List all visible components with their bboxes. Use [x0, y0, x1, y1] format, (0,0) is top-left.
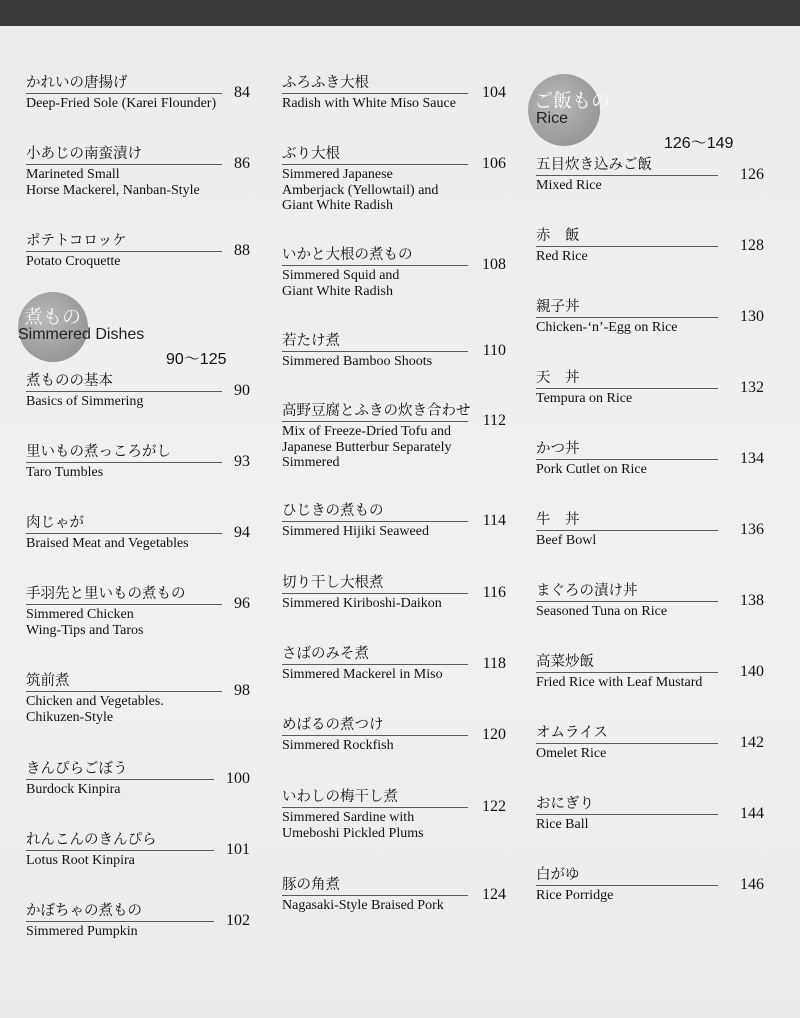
entry-japanese-title: かれいの唐揚げ [26, 75, 128, 91]
entry-english-title [282, 810, 506, 841]
entry-english-line: Simmered Rockfish [282, 738, 394, 753]
entry-page-number: 138 [740, 592, 764, 609]
toc-entry[interactable] [536, 582, 764, 620]
entry-japanese-title: おにぎり [536, 796, 594, 812]
toc-entry[interactable] [536, 653, 764, 691]
leader-rule [536, 317, 718, 318]
toc-entry[interactable] [282, 402, 506, 471]
leader-rule [282, 521, 468, 522]
toc-entry[interactable] [26, 372, 250, 410]
entry-english-line: Japanese Butterbur Separately [282, 439, 452, 455]
entry-english-title [536, 533, 764, 549]
entry-english-title [282, 268, 506, 299]
leader-rule [26, 251, 222, 252]
leader-rule [536, 601, 718, 602]
leader-rule [536, 672, 718, 673]
entry-page-number: 142 [740, 734, 764, 751]
leader-rule [26, 779, 214, 780]
leader-rule [536, 175, 718, 176]
entry-japanese-title: 赤 飯 [536, 228, 580, 244]
entry-english-title [26, 394, 250, 410]
toc-entry[interactable] [536, 440, 764, 478]
toc-entry[interactable] [26, 672, 250, 725]
entry-japanese-title: いかと大根の煮もの [282, 247, 413, 263]
toc-entry[interactable] [26, 232, 250, 270]
entry-english-title [536, 178, 764, 194]
entry-english-title [26, 607, 250, 638]
entry-page-number: 146 [740, 876, 764, 893]
entry-page-number: 126 [740, 166, 764, 183]
entry-english-line: Rice Porridge [536, 888, 614, 903]
leader-rule [282, 421, 468, 422]
entry-english-title [536, 888, 764, 904]
leader-rule [282, 664, 468, 665]
entry-english-line: Simmered Chicken [26, 607, 134, 622]
entry-page-number: 110 [482, 342, 506, 359]
toc-entry[interactable] [536, 511, 764, 549]
entry-english-title [26, 254, 250, 270]
leader-rule [282, 93, 468, 94]
entry-english-line: Simmered Hijiki Seaweed [282, 524, 429, 539]
leader-rule [282, 265, 468, 266]
leader-rule [536, 459, 718, 460]
entry-japanese-title: 高菜炒飯 [536, 654, 594, 670]
entry-english-line: Umeboshi Pickled Plums [282, 825, 424, 841]
leader-rule [26, 691, 222, 692]
leader-rule [26, 921, 214, 922]
entry-english-line: Fried Rice with Leaf Mustard [536, 675, 703, 690]
entry-page-number: 132 [740, 379, 764, 396]
entry-page-number: 90 [234, 382, 250, 399]
entry-page-number: 101 [226, 841, 250, 858]
entry-english-title [536, 391, 764, 407]
entry-page-number: 112 [482, 412, 506, 429]
entry-page-number: 86 [234, 155, 250, 172]
entry-english-line: Omelet Rice [536, 746, 607, 761]
entry-english-line: Simmered Sardine with [282, 810, 415, 825]
entry-page-number: 102 [226, 912, 250, 929]
entry-english-line: Basics of Simmering [26, 394, 144, 409]
leader-rule [536, 814, 718, 815]
entry-japanese-title: ふろふき大根 [282, 75, 369, 91]
entry-page-number: 93 [234, 453, 250, 470]
entry-japanese-title: 肉じゃが [26, 515, 84, 531]
leader-rule [282, 164, 468, 165]
entry-english-title [536, 675, 764, 691]
entry-page-number: 108 [482, 256, 506, 273]
entry-japanese-title: 豚の角煮 [282, 877, 340, 893]
toc-entry[interactable] [282, 74, 506, 112]
entry-japanese-title: 里いもの煮っころがし [26, 444, 171, 460]
entry-page-number: 118 [482, 655, 506, 672]
entry-english-line: Mix of Freeze-Dried Tofu and [282, 424, 452, 439]
entry-english-title [536, 817, 764, 833]
entry-english-line: Pork Cutlet on Rice [536, 462, 647, 477]
toc-entry[interactable] [26, 74, 250, 112]
entry-english-title [282, 424, 506, 471]
leader-rule [282, 351, 468, 352]
leader-rule [536, 388, 718, 389]
entry-english-title [536, 462, 764, 478]
leader-rule [536, 885, 718, 886]
entry-english-line: Braised Meat and Vegetables [26, 536, 189, 551]
entry-english-line: Beef Bowl [536, 533, 597, 548]
entry-english-line: Chicken-‘n’-Egg on Rice [536, 320, 678, 335]
entry-english-title [536, 320, 764, 336]
entry-page-number: 106 [482, 155, 506, 172]
entry-japanese-title: オムライス [536, 725, 608, 741]
entry-page-number: 144 [740, 805, 764, 822]
leader-rule [26, 462, 222, 463]
entry-japanese-title: 小あじの南蛮漬け [26, 146, 142, 162]
entry-english-line: Giant White Radish [282, 283, 393, 299]
toc-entry[interactable] [26, 514, 250, 552]
entry-japanese-title: いわしの梅干し煮 [282, 789, 398, 805]
entry-page-number: 134 [740, 450, 764, 467]
entry-english-line: Radish with White Miso Sauce [282, 96, 456, 111]
toc-entry[interactable] [282, 716, 506, 754]
section-heading-rice [536, 72, 764, 152]
entry-page-number: 104 [482, 84, 506, 101]
leader-rule [26, 93, 222, 94]
entry-page-number: 124 [482, 886, 506, 903]
entry-japanese-title: 手羽先と里いもの煮もの [26, 586, 186, 602]
toc-entry[interactable] [26, 145, 250, 198]
toc-entry[interactable] [282, 788, 506, 841]
toc-entry[interactable] [282, 574, 506, 612]
entry-page-number: 136 [740, 521, 764, 538]
entry-english-line: Simmered Squid and [282, 268, 400, 283]
entry-japanese-title: まぐろの漬け丼 [536, 583, 638, 599]
entry-japanese-title: 高野豆腐とふきの炊き合わせ [282, 403, 471, 419]
entry-page-number: 96 [234, 595, 250, 612]
entry-japanese-title: めばるの煮つけ [282, 717, 384, 733]
toc-entry[interactable] [536, 724, 764, 762]
entry-english-line: Potato Croquette [26, 254, 121, 269]
entry-english-title [282, 167, 506, 214]
leader-rule [282, 807, 468, 808]
entry-english-line: Simmered Bamboo Shoots [282, 354, 433, 369]
entry-japanese-title: 切り干し大根煮 [282, 575, 384, 591]
entry-english-line: Mixed Rice [536, 178, 602, 193]
entry-page-number: 122 [482, 798, 506, 815]
entry-japanese-title: 天 丼 [536, 370, 580, 386]
entry-english-line: Wing-Tips and Taros [26, 622, 144, 638]
entry-english-title [26, 167, 250, 198]
entry-english-title [282, 524, 506, 540]
entry-english-line: Simmered [282, 455, 340, 470]
entry-english-title [26, 536, 250, 552]
entry-japanese-title: 親子丼 [536, 299, 580, 315]
entry-japanese-title: 筑前煮 [26, 673, 70, 689]
toc-entry[interactable] [282, 502, 506, 540]
entry-page-number: 140 [740, 663, 764, 680]
entry-japanese-title: ひじきの煮もの [282, 503, 384, 519]
entry-page-number: 114 [482, 512, 506, 529]
entry-english-title [26, 853, 250, 869]
entry-japanese-title: かつ丼 [536, 441, 580, 457]
entry-english-line: Simmered Mackerel in Miso [282, 667, 443, 682]
entry-english-line: Seasoned Tuna on Rice [536, 604, 668, 619]
leader-rule [282, 895, 468, 896]
entry-english-title [282, 354, 506, 370]
entry-english-title [282, 898, 506, 914]
entry-english-title [536, 746, 764, 762]
section-japanese-title: ご飯もの [534, 90, 611, 112]
section-heading-simmered [18, 290, 250, 368]
toc-entry[interactable] [536, 156, 764, 194]
entry-english-line: Deep-Fried Sole (Karei Flounder) [26, 96, 217, 111]
entry-english-title [536, 249, 764, 265]
entry-japanese-title: ポテトコロッケ [26, 233, 127, 249]
entry-page-number: 84 [234, 84, 250, 101]
entry-page-number: 130 [740, 308, 764, 325]
entry-english-line: Red Rice [536, 249, 588, 264]
leader-rule [536, 743, 718, 744]
entry-japanese-title: きんぴらごぼう [26, 761, 128, 777]
section-english-title: Rice [536, 110, 569, 127]
entry-page-number: 100 [226, 770, 250, 787]
toc-entry[interactable] [26, 902, 250, 940]
entry-english-line: Rice Ball [536, 817, 589, 832]
entry-english-title [26, 924, 250, 940]
leader-rule [26, 164, 222, 165]
leader-rule [282, 735, 468, 736]
toc-entry[interactable] [282, 332, 506, 370]
toc-entry[interactable] [536, 866, 764, 904]
entry-english-title [282, 596, 506, 612]
toc-entry[interactable] [282, 645, 506, 683]
entry-english-title [536, 604, 764, 620]
toc-entry[interactable] [26, 760, 250, 798]
entry-page-number: 128 [740, 237, 764, 254]
toc-entry[interactable] [26, 831, 250, 869]
toc-entry[interactable] [282, 876, 506, 914]
entry-english-line: Giant White Radish [282, 198, 393, 213]
entry-english-line: Simmered Pumpkin [26, 924, 138, 939]
toc-entry[interactable] [536, 795, 764, 833]
leader-rule [26, 850, 214, 851]
leader-rule [26, 604, 222, 605]
entry-page-number: 116 [482, 584, 506, 601]
entry-page-number: 120 [482, 726, 506, 743]
entry-english-title [26, 96, 250, 112]
entry-english-line: Horse Mackerel, Nanban-Style [26, 182, 200, 198]
toc-entry[interactable] [26, 443, 250, 481]
leader-rule [26, 533, 222, 534]
entry-english-line: Chicken and Vegetables. [26, 694, 164, 709]
entry-english-title [282, 667, 506, 683]
entry-page-number: 98 [234, 682, 250, 699]
entry-english-line: Lotus Root Kinpira [26, 853, 135, 868]
entry-english-line: Nagasaki-Style Braised Pork [282, 898, 444, 913]
entry-english-title [26, 782, 250, 798]
entry-english-title [26, 465, 250, 481]
section-page-range: 90〜125 [166, 351, 227, 368]
leader-rule [536, 246, 718, 247]
entry-english-title [282, 96, 506, 112]
section-japanese-title: 煮もの [24, 306, 82, 328]
entry-english-line: Marineted Small [26, 167, 120, 182]
entry-japanese-title: 煮ものの基本 [26, 373, 113, 389]
toc-entry[interactable] [536, 369, 764, 407]
leader-rule [536, 530, 718, 531]
entry-english-line: Taro Tumbles [26, 465, 104, 480]
entry-japanese-title: かぼちゃの煮もの [26, 903, 142, 919]
toc-entry[interactable] [282, 145, 506, 214]
entry-english-title [26, 694, 250, 725]
entry-page-number: 94 [234, 524, 250, 541]
entry-page-number: 88 [234, 242, 250, 259]
toc-entry[interactable] [26, 585, 250, 638]
entry-japanese-title: さばのみそ煮 [282, 646, 369, 662]
entry-japanese-title: 白がゆ [536, 867, 580, 883]
leader-rule [282, 593, 468, 594]
entry-english-line: Simmered Japanese [282, 167, 393, 182]
entry-japanese-title: 若たけ煮 [282, 333, 340, 349]
section-page-range: 126〜149 [664, 135, 734, 152]
leader-rule [26, 391, 222, 392]
section-english-title: Simmered Dishes [18, 326, 145, 343]
toc-entry[interactable] [282, 246, 506, 299]
entry-english-title [282, 738, 506, 754]
entry-japanese-title: ぶり大根 [282, 146, 340, 162]
entry-english-line: Chikuzen-Style [26, 709, 114, 725]
entry-english-line: Tempura on Rice [536, 391, 633, 406]
entry-english-line: Simmered Kiriboshi-Daikon [282, 596, 442, 611]
toc-entry[interactable] [536, 298, 764, 336]
entry-japanese-title: 牛 丼 [536, 512, 580, 528]
entry-english-line: Burdock Kinpira [26, 782, 121, 797]
entry-english-line: Amberjack (Yellowtail) and [282, 182, 439, 198]
entry-japanese-title: 五目炊き込みご飯 [536, 157, 652, 173]
entry-japanese-title: れんこんのきんぴら [26, 832, 157, 848]
toc-entry[interactable] [536, 227, 764, 265]
